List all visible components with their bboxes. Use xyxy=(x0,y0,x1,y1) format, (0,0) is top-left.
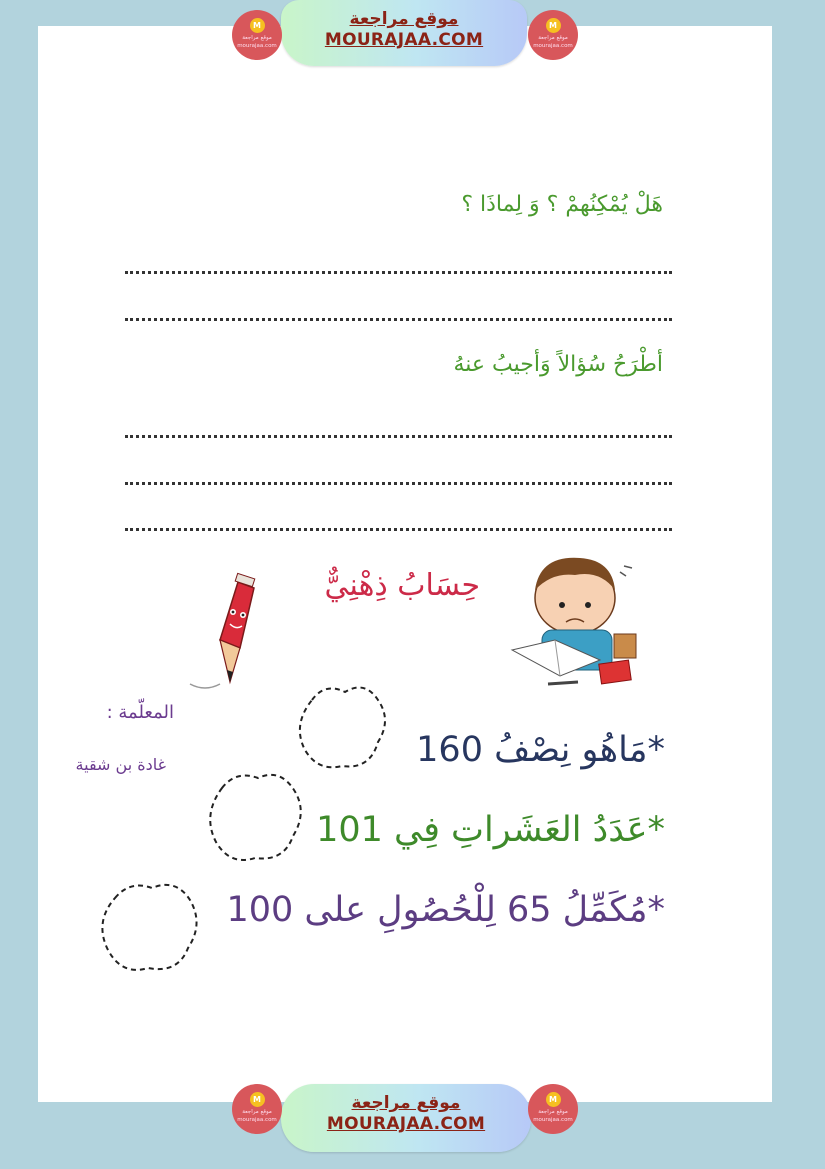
section-title-mental-math: حِسَابُ ذِهْنِيٌّ xyxy=(324,568,480,603)
answer-bubble-1 xyxy=(300,688,385,768)
banner-top-site[interactable]: MOURAJAA.COM xyxy=(324,30,484,50)
question-ask-and-answer: أطْرَحُ سُؤالاً وَأجيبُ عنهُ xyxy=(453,352,663,377)
teacher-label: المعلّمة : xyxy=(106,702,174,723)
banner-top-arabic[interactable]: موقع مراجعة xyxy=(349,9,459,29)
banner-bottom-site[interactable]: MOURAJAA.COM xyxy=(326,1114,486,1134)
boy-studying-illustration xyxy=(512,558,636,684)
pencil-icon xyxy=(190,573,255,688)
answer-bubble-2 xyxy=(210,775,301,860)
exercise-half-of-160: *مَاهُو نِصْفُ 160 xyxy=(416,730,665,770)
site-logo-badge-top-right: M موقع مراجعة mourajaa.com xyxy=(528,10,578,60)
exercise-complement-65-to-100: *مُكَمِّلُ 65 لِلْحُصُولِ على 100 xyxy=(226,890,665,930)
answer-bubble-3 xyxy=(102,885,196,970)
exercise-tens-in-101: *عَدَدُ العَشَراتِ فِي 101 xyxy=(316,810,665,850)
banner-bottom-arabic[interactable]: موقع مراجعة xyxy=(351,1093,461,1113)
site-logo-badge-top-left: M موقع مراجعة mourajaa.com xyxy=(232,10,282,60)
site-banner-bottom[interactable] xyxy=(281,1084,531,1152)
question-can-they: هَلْ يُمْكِنُهمْ ؟ وَ لِماذَا ؟ xyxy=(461,192,663,217)
site-logo-badge-bottom-left: M موقع مراجعة mourajaa.com xyxy=(232,1084,282,1134)
site-logo-badge-bottom-right: M موقع مراجعة mourajaa.com xyxy=(528,1084,578,1134)
teacher-name: غادة بن شقية xyxy=(75,755,166,774)
